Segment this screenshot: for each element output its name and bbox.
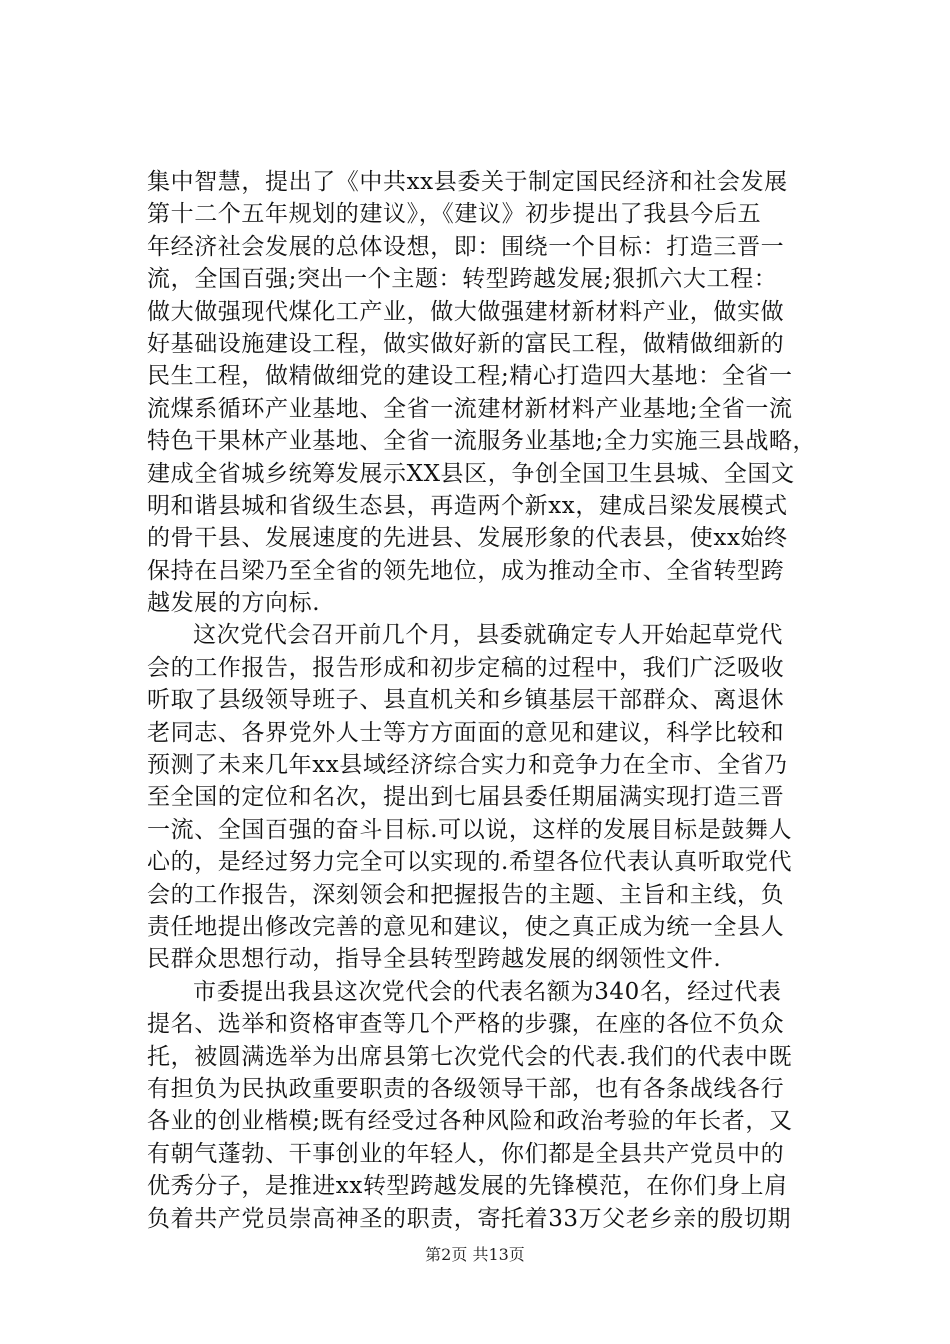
text-line: 建成全省城乡统筹发展示XX县区，争创全国卫生县城、全国文 xyxy=(147,460,795,487)
text-line: 有朝气蓬勃、干事创业的年轻人，你们都是全县共产党员中的 xyxy=(147,1140,785,1167)
text-line: 预测了未来几年xx县域经济综合实力和竞争力在全市、全省乃 xyxy=(147,752,788,779)
text-line: 有担负为民执政重要职责的各级领导干部，也有各条战线各行 xyxy=(147,1075,785,1102)
text-line: 会的工作报告，深刻领会和把握报告的主题、主旨和主线，负 xyxy=(147,881,785,908)
text-line: 集中智慧，提出了《中共xx县委关于制定国民经济和社会发展 xyxy=(147,169,788,195)
text-line: 流煤系循环产业基地、全省一流建材新材料产业基地;全省一流 xyxy=(147,395,793,422)
text-line: 民群众思想行动，指导全县转型跨越发展的纲领性文件. xyxy=(147,946,722,973)
text-line: 老同志、各界党外人士等方方面面的意见和建议，科学比较和 xyxy=(147,719,785,746)
text-line: 第十二个五年规划的建议》，《建议》初步提出了我县今后五 xyxy=(147,201,762,228)
text-line: 保持在吕梁乃至全省的领先地位，成为推动全市、全省转型跨 xyxy=(147,557,785,584)
page-footer: 第2页 共13页 xyxy=(425,1245,525,1264)
text-line: 优秀分子，是推进xx转型跨越发展的先锋模范，在你们身上肩 xyxy=(147,1173,788,1200)
text-line: 托，被圆满选举为出席县第七次党代会的代表.我们的代表中既 xyxy=(147,1043,793,1070)
text-line: 明和谐县城和省级生态县，再造两个新xx，建成吕梁发展模式 xyxy=(147,492,788,519)
text-line: 流，全国百强;突出一个主题：转型跨越发展;狠抓六大工程： xyxy=(147,266,778,293)
text-line: 负着共产党员崇高神圣的职责，寄托着33万父老乡亲的殷切期 xyxy=(147,1205,792,1232)
text-line: 会的工作报告，报告形成和初步定稿的过程中，我们广泛吸收 xyxy=(147,654,785,681)
text-line: 一流、全国百强的奋斗目标.可以说，这样的发展目标是鼓舞人 xyxy=(147,816,793,843)
text-line: 至全国的定位和名次，提出到七届县委任期届满实现打造三晋 xyxy=(147,784,785,811)
text-line: 做大做强现代煤化工产业，做大做强建材新材料产业，做实做 xyxy=(147,298,785,325)
text-line: 听取了县级领导班子、县直机关和乡镇基层干部群众、离退休 xyxy=(147,687,785,714)
text-line: 这次党代会召开前几个月，县委就确定专人开始起草党代 xyxy=(193,622,783,649)
text-line: 年经济社会发展的总体设想，即：围绕一个目标：打造三晋一 xyxy=(147,233,785,260)
text-line: 提名、选举和资格审查等几个严格的步骤，在座的各位不负众 xyxy=(147,1011,785,1038)
document-body xyxy=(147,166,837,1235)
text-line: 越发展的方向标. xyxy=(147,590,321,617)
text-line: 市委提出我县这次党代会的代表名额为340名，经过代表 xyxy=(193,978,782,1005)
text-line: 心的，是经过努力完全可以实现的.希望各位代表认真听取党代 xyxy=(147,849,793,876)
text-line: 民生工程，做精做细党的建设工程;精心打造四大基地：全省一 xyxy=(147,363,793,390)
text-line: 特色干果林产业基地、全省一流服务业基地;全力实施三县战略， xyxy=(147,428,817,455)
text-line: 各业的创业楷模;既有经受过各种风险和政治考验的年长者，又 xyxy=(147,1108,793,1135)
text-line: 好基础设施建设工程，做实做好新的富民工程，做精做细新的 xyxy=(147,330,785,357)
text-line: 责任地提出修改完善的意见和建议，使之真正成为统一全县人 xyxy=(147,913,785,940)
text-line: 的骨干县、发展速度的先进县、发展形象的代表县，使xx始终 xyxy=(147,525,788,552)
